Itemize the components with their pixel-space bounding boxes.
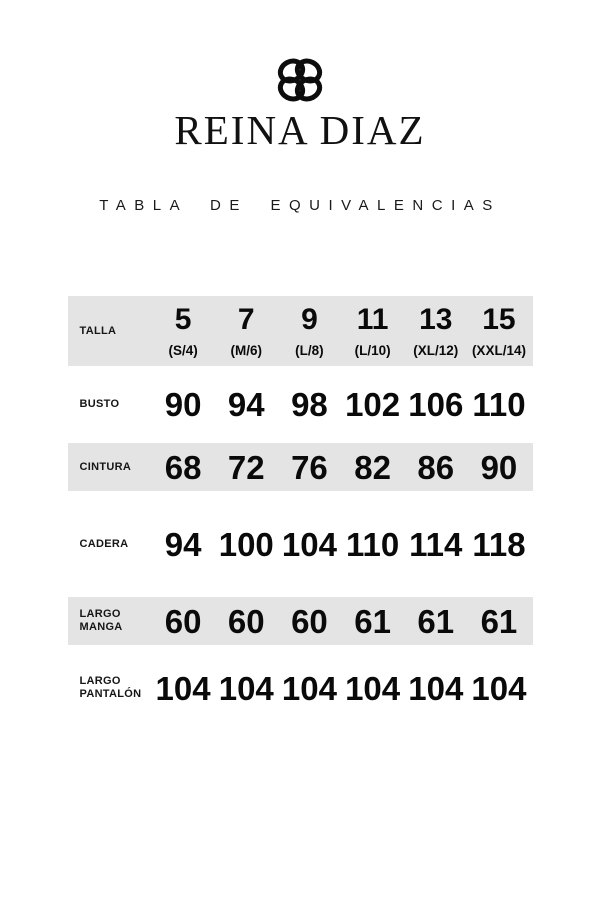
measure-cell [404, 525, 467, 563]
measure-cell [467, 525, 530, 563]
size-column [341, 302, 404, 358]
measure-value: 106 [408, 386, 464, 424]
measure-value: 104 [155, 669, 211, 707]
measure-value: 61 [354, 602, 391, 640]
measure-cell [278, 448, 341, 486]
equivalence-table [68, 296, 533, 731]
size-equivalent: (L/10) [354, 342, 391, 358]
row-cells [152, 448, 533, 486]
measure-value: 104 [408, 669, 464, 707]
measure-cell [215, 669, 278, 707]
size-column [467, 302, 530, 358]
size-equivalent: (S/4) [168, 342, 198, 358]
row-label-largo-pantalon [80, 675, 152, 701]
measure-cell [215, 602, 278, 640]
measure-value: 104 [281, 669, 337, 707]
row-label-cadera: CADERA [79, 537, 129, 550]
size-column [215, 302, 278, 358]
row-cells [152, 602, 533, 640]
measure-cell [152, 525, 215, 563]
measure-value: 104 [345, 669, 401, 707]
measure-cell [278, 525, 341, 563]
row-label-line1: LARGO [79, 607, 121, 620]
size-number: 15 [482, 302, 516, 336]
size-equivalent: (XL/12) [413, 342, 459, 358]
measure-cell [215, 448, 278, 486]
measure-cell [278, 602, 341, 640]
measure-value: 82 [354, 448, 391, 486]
measure-cell [278, 669, 341, 707]
measure-value: 104 [218, 669, 274, 707]
measure-value: 86 [417, 448, 455, 486]
size-number: 9 [301, 302, 318, 336]
measure-cell [152, 448, 215, 486]
measure-value: 90 [164, 386, 202, 424]
measure-value: 60 [164, 602, 202, 640]
table-row-cadera [68, 491, 533, 597]
table-row-largo-pantalon [68, 645, 533, 731]
measure-value: 90 [480, 448, 518, 486]
measure-value: 72 [227, 448, 265, 486]
row-label-cintura: CINTURA [79, 460, 132, 473]
measure-cell [341, 448, 404, 486]
measure-value: 60 [291, 602, 328, 640]
row-label-line2: PANTALÓN [79, 688, 142, 701]
measure-cell [404, 669, 467, 707]
measure-value: 94 [227, 386, 265, 424]
measure-cell [152, 602, 215, 640]
row-label-busto: BUSTO [79, 398, 120, 410]
measure-value: 104 [471, 669, 527, 707]
size-number: 5 [174, 302, 192, 336]
table-row-cintura [68, 443, 533, 491]
row-cells [152, 525, 533, 563]
measure-cell [278, 386, 341, 424]
page-title: TABLA DE EQUIVALENCIAS [99, 197, 501, 215]
measure-cell [341, 602, 404, 640]
row-label-wrap [68, 325, 152, 338]
measure-cell [152, 386, 215, 424]
measure-value: 61 [480, 602, 518, 640]
size-column [152, 302, 215, 358]
measure-cell [404, 386, 467, 424]
row-cells [152, 386, 533, 424]
measure-cell [341, 386, 404, 424]
row-label-line2: MANGA [79, 621, 123, 634]
measure-cell [215, 525, 278, 563]
row-label-line1: LARGO [79, 674, 121, 687]
size-equivalent: (L/8) [295, 342, 324, 358]
measure-value: 104 [281, 525, 337, 563]
size-number: 7 [237, 302, 255, 336]
size-column [404, 302, 467, 358]
row-label-wrap [68, 608, 152, 634]
row-cells [152, 669, 533, 707]
measure-cell [341, 525, 404, 563]
size-column [278, 302, 341, 358]
size-equivalent: (XXL/14) [471, 342, 526, 358]
measure-cell [404, 448, 467, 486]
measure-value: 110 [345, 525, 400, 563]
size-number: 11 [356, 302, 389, 336]
measure-value: 110 [472, 386, 526, 424]
measure-value: 100 [218, 525, 274, 563]
measure-cell [467, 669, 530, 707]
size-number: 13 [419, 302, 453, 336]
measure-cell [467, 602, 530, 640]
row-label-wrap [68, 538, 152, 551]
measure-cell [215, 386, 278, 424]
brand-name: REINA DIAZ [174, 107, 426, 153]
measure-cell [152, 669, 215, 707]
brand-logo-knot-icon [268, 56, 332, 104]
measure-value: 114 [409, 525, 463, 563]
table-row-largo-manga [68, 597, 533, 645]
table-row-busto [68, 366, 533, 443]
measure-value: 68 [164, 448, 202, 486]
measure-value: 98 [291, 386, 328, 424]
measure-value: 94 [164, 525, 202, 563]
row-label-largo-manga [80, 608, 152, 634]
table-row-talla [68, 296, 533, 366]
measure-value: 76 [291, 448, 328, 486]
measure-cell [341, 669, 404, 707]
measure-value: 118 [472, 525, 526, 563]
measure-value: 60 [227, 602, 265, 640]
row-label-wrap [68, 398, 152, 411]
size-equivalent: (M/6) [230, 342, 262, 358]
brand-header [0, 0, 600, 153]
row-label-wrap [68, 461, 152, 474]
measure-cell [467, 386, 530, 424]
measure-cell [467, 448, 530, 486]
row-label-talla: TALLA [79, 324, 117, 337]
measure-cell [404, 602, 467, 640]
header-cells [152, 302, 533, 358]
measure-value: 102 [345, 386, 401, 424]
row-label-wrap [68, 675, 152, 701]
measure-value: 61 [417, 602, 455, 640]
